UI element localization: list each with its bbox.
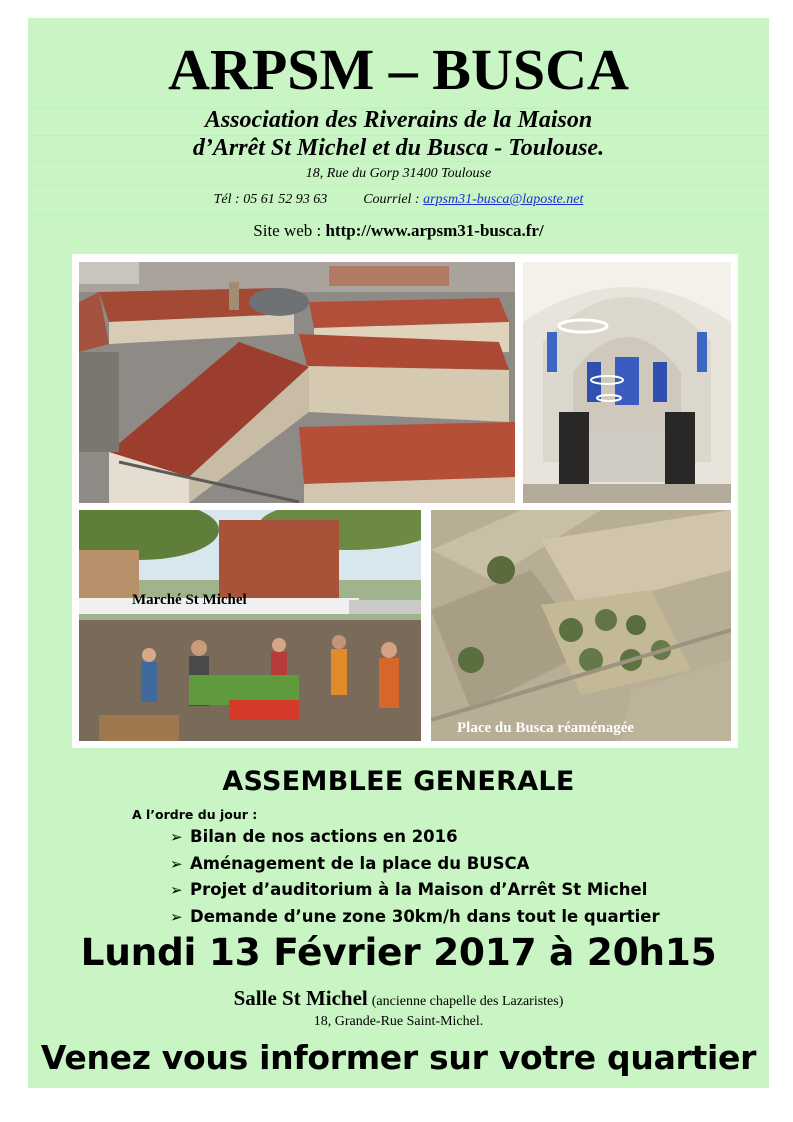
email-link[interactable]: arpsm31-busca@laposte.net xyxy=(423,192,584,207)
chapel-interior-photo xyxy=(523,262,731,503)
place-busca-photo xyxy=(431,510,731,741)
venue-note: (ancienne chapelle des Lazaristes) xyxy=(371,994,564,1009)
website-label: Site web : xyxy=(253,221,322,240)
place-busca-caption: Place du Busca réaménagée xyxy=(457,720,635,736)
venue-name: Salle St Michel xyxy=(233,986,368,1010)
arrow-bullet-icon: ➢ xyxy=(170,907,183,926)
association-name-line1: Association des Riverains de la Maison xyxy=(204,107,593,133)
arrow-bullet-icon: ➢ xyxy=(170,881,183,899)
arrow-bullet-icon: ➢ xyxy=(170,828,183,846)
agenda-item: ➢ Projet d’auditorium à la Maison d’Arrêt St Michel xyxy=(170,877,660,904)
market-caption: Marché St Michel xyxy=(132,592,247,608)
venue-line xyxy=(28,986,769,1011)
header-band xyxy=(28,214,769,215)
agenda-item: ➢ Bilan de nos actions en 2016 xyxy=(170,824,660,851)
meeting-title: ASSEMBLEE GENERALE xyxy=(222,766,575,797)
phone-number: Tél : 05 61 52 93 63 xyxy=(213,192,328,207)
arrow-bullet-icon: ➢ xyxy=(170,854,183,873)
association-name-line2: d’Arrêt St Michel et du Busca - Toulouse. xyxy=(192,135,605,161)
agenda-item: ➢ Demande d’une zone 30km/h dans tout le quartier xyxy=(170,904,660,931)
poster-title: ARPSM – BUSCA xyxy=(168,37,629,102)
closing-slogan: Venez vous informer sur votre quartier xyxy=(40,1038,757,1077)
email-label: Courriel : xyxy=(363,192,420,207)
venue-address: 18, Grande-Rue Saint-Michel. xyxy=(313,1014,484,1029)
contact-line xyxy=(28,192,769,208)
poster xyxy=(28,18,769,1088)
agenda-list xyxy=(170,824,660,930)
meeting-date: Lundi 13 Février 2017 à 20h15 xyxy=(80,930,717,974)
agenda-item: ➢ Aménagement de la place du BUSCA xyxy=(170,851,660,878)
association-address: 18, Rue du Gorp 31400 Toulouse xyxy=(305,166,492,181)
website-line xyxy=(28,221,769,241)
agenda-label: A l’ordre du jour : xyxy=(132,807,258,822)
header-band xyxy=(28,185,769,186)
prison-aerial-photo xyxy=(79,262,515,503)
photo-collage xyxy=(72,254,738,748)
market-photo xyxy=(79,510,421,741)
website-url[interactable]: http://www.arpsm31-busca.fr/ xyxy=(325,221,544,240)
